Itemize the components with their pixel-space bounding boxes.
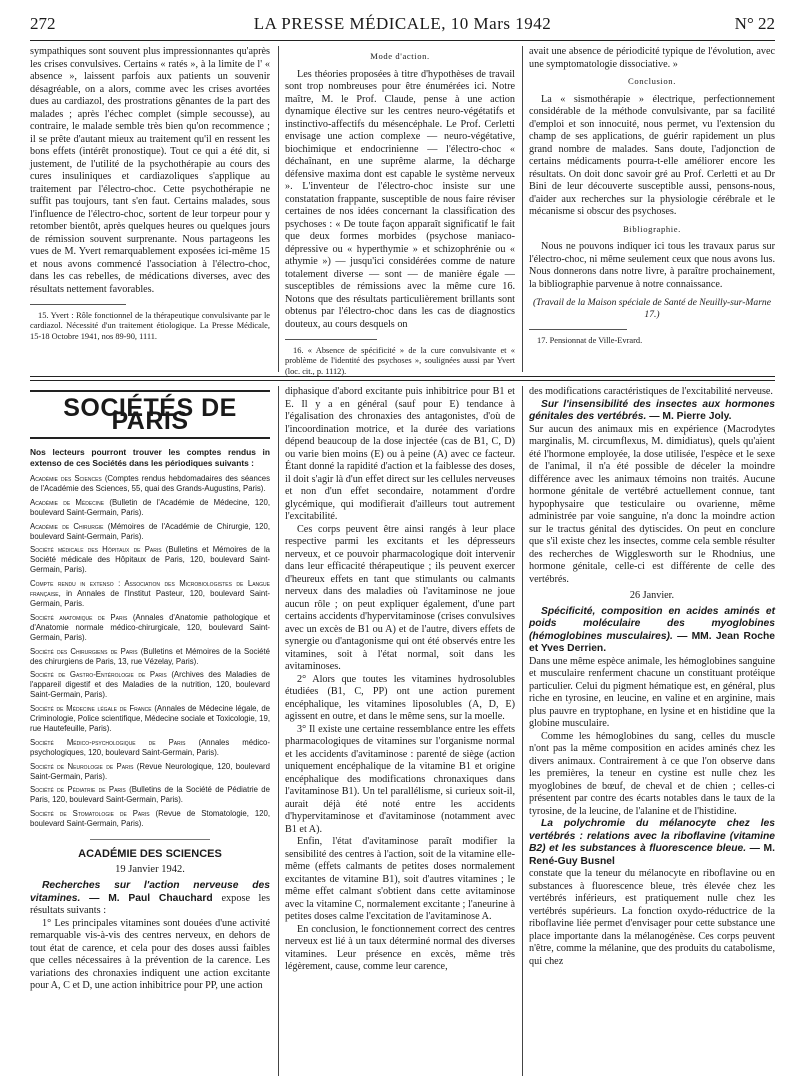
- societe-detail: (Revue de Stomatologie, 120, boulevard Saint-Germain, Paris).: [30, 809, 270, 829]
- section-rule: [30, 380, 775, 381]
- societe-entry: [30, 613, 270, 643]
- paragraph: Ces corps peuvent être ainsi rangés à leur place respective parmi les excitants et les dépresseurs nerveux, et ce pouvoir pharmacologique doit intervenir dans leur efficacité thérapeutique ; ils peuvent exercer d'heureux effets en tant que stimulants ou calmants nerveux dans des maladies où l'avitaminose ne joue aucun rôle ; on peut expliquer également, d'une part certains accidents d'hypervitaminose (crises convulsives avec un excès de B1 ou A) et de l'autre, divers effets de synergie ou d'antagonisme qui ont été observés entre les vitamines, soit à l'état normal, soit dans les avitaminoses.: [285, 523, 515, 672]
- paragraph: 1° Les principales vitamines sont douées d'une activité remarquable vis-à-vis des centres nerveux, en dehors de tout état de carence, et cela pour des doses aussi faibles que celles nécessaires à la prévention de la carence. Les variations des chronaxies indiquent une action excitante pour A, C et D, une action inhibitrice pour PP, une action: [30, 917, 270, 992]
- paragraph: Comme les hémoglobines du sang, celles du muscle n'ont pas la même composition en acides aminés chez les divers animaux. Contrairement à ce que l'on observe dans les premières, la teneur en cystine est nulle chez les myoglobines de bœuf, de cheval et de chien ; celles-ci présentent par contre des écarts notables dans le taux de la tyrosine, de la leucine, de l'alanine et de l'histidine.: [529, 730, 775, 817]
- section-rule: [30, 376, 775, 377]
- column-divider: [278, 386, 279, 1076]
- paragraph: En conclusion, le fonctionnement correct des centres nerveux est lié à un taux déterminé normal des diverses vitamines. Leur présence en excès, même très légèrement, cause, comme leur carence,: [285, 923, 515, 972]
- societe-name: Société de Pédiatrie de Paris: [30, 785, 126, 795]
- societe-entry: [30, 704, 270, 734]
- paragraph: Les théories proposées à titre d'hypothèses de travail sont trop nombreuses pour être énumérées ici. Notre maître, M. le Prof. Claude, pense à une action dynamique élective sur les centres neuro-végétatifs et instinctivo-affectifs du mésencéphale. Le Prof. Cerletti envisage une action complexe — neuro-végétative, biochimique et endocrinienne — l'électro-choc « déchaînant, en une suprême alarme, la décharge défensive maxima dont est capable le système nerveux ». L'inventeur de l'électro-choc insiste sur une constatation frappante, susceptible de nous faire réviser certaines de nos idées concernant la classification des psychoses : « De toute façon apparaît significatif le fait que deux formes morbides (psychose maniaco-dépressive ou « hyperthymie » et schizophrénie ou « athymie ») — jusqu'ici considérées comme de nature totalement diverse — sont — de manière égale — susceptibles de rémissions avec la même cure 16. Notons que des résultats particulièrement brillants sont obtenus par l'électro-choc dans les cas de diagnostics douteux, au cours desquels on: [285, 68, 515, 330]
- paragraph: Sur aucun des animaux mis en expérience (Macrodytes marginalis, M. circumflexus, M. dimidiatus), quels qu'aient été l'hormone employée, la dose utilisée, l'espèce et le sexe de l'animal, il n'a été possible de déceler la moindre différence avec les animaux témoins non traités. Aucune hormone génitale de vertébré actuellement connue, tant hypophysaire que testiculaire ou ovarienne, même administrée par voie sanguine, n'a donc la moindre action sur le tractus génital des dytiscides. On peut en conclure que s'il existe chez les insectes, comme cela semble résulter des recherches de Wigglesworth sur le Rhodnius, une hormone génitale, celle-ci est différente de celle des vertébrés.: [529, 423, 775, 585]
- section-heading-mode-action: Mode d'action.: [370, 51, 430, 61]
- societe-detail: (Bulletin de l'Académie de Médecine, 120, boulevard Saint-Germain, Paris).: [30, 497, 271, 517]
- column-divider: [522, 46, 523, 372]
- issue-number: N° 22: [734, 14, 775, 33]
- societe-name: Académie des Sciences: [30, 474, 102, 483]
- footnote-rule: [529, 329, 627, 330]
- paragraph: sympathiques sont souvent plus impressionnantes qu'après les crises convulsives. Certains « ratés », à la limite de l' « absence », laissent parfois aux patients un souvenir désagréable, on a alors, comme avec les crises avortées dues au cardiazol, des prostrations gênantes de la part des malades ; après l'échec complet (simple secousse), au contraire, le malade semble très bien qu'on recommence ; il se prête d'autant mieux au traitement qu'il en ressent les bons effets (intérêt pronostique). Tout ce qui a été dit, si justement, de l'utilité de la psychothérapie au cours des cures insuliniques et cardiazoliques s'applique au traitement par l'électro-choc. Cette psychothérapie ne suffit pas toujours, tant s'en faut. Certains malades, sous l'influence de l'électro-choc, sortent de leur torpeur pour y retomber bientôt, après quelques heures ou quelques jours de rémission souvent surprenante. Nous partageons les vues de M. Yvert remarquablement exposées ici-même 15 et nous avons commencé l'association à l'électro-choc, dans les cas rebelles, de médications diverses, avec des résultats nettement favorables.: [30, 46, 270, 295]
- societe-entry: [30, 762, 270, 782]
- societe-name: Société médicale des Hôpitaux de Paris: [30, 545, 162, 555]
- societe-entry: [30, 785, 270, 805]
- societes-title: SOCIÉTÉS DE PARIS: [63, 394, 237, 435]
- footnote-rule: [285, 339, 377, 340]
- societe-name: Société de Neurologie de Paris: [30, 761, 134, 771]
- article-title: Recherches sur l'action nerveuse des vitamines. — M. Paul Chauchard expose les résultats suivants :: [30, 880, 270, 917]
- footnote-16: 16. « Absence de spécificité » de la cure convulsivante et « problème de l'identité des psychoses », soulignées aussi par Yvert (loc. cit., p. 1112).: [285, 346, 515, 376]
- societe-entry: [30, 579, 270, 609]
- societes-intro: Nos lecteurs pourront trouver les comptes rendus in extenso de ces Sociétés dans les périodiques suivants :: [30, 447, 270, 468]
- societe-name: Académie de Médecine: [30, 497, 105, 507]
- article-title: La polychromie du mélanocyte chez les vertébrés : relations avec la riboflavine (vitamine B2) et les substances à fluorescence bleue. — M. René-Guy Busnel: [529, 818, 775, 867]
- societe-detail: (Revue Neurologique, 120, boulevard Saint-Germain, Paris).: [30, 761, 270, 781]
- article-title: Spécificité, composition en acides aminés et poids moléculaire des myoglobines (hémoglobines musculaires). — MM. Jean Roche et Yves Derrien.: [529, 605, 775, 654]
- paragraph: Dans une même espèce animale, les hémoglobines sanguine et musculaire renferment chacune un constituant protéique particulier. Celui du pigment hématique est, en général, plus riche en tyrosine, en leucine, en valine et en arginine, mais plus pauvre en tryptophane, en lysine et en histidine que la globine musculaire.: [529, 655, 775, 729]
- paragraph: diphasique d'abord excitante puis inhibitrice pour B1 et E. Il y a en général (sauf pour E) tendance à l'égalisation des chronaxies des antagonistes, d'où de l'incoordination motrice, et la durée des variations dépend beaucoup de la dose injectée (cas de B1, C, D) ou varie bien moins (E) ou à peine (A) avec ce facteur. Étant donné la rapidité d'action et la faiblesse des doses, il doit s'agir là d'un effet direct sur les cellules nerveuses et non d'un effet secondaire, notamment d'ordre glycémique, qui modifierait d'ailleurs tout autrement l'excitabilité.: [285, 386, 515, 522]
- societe-entry: [30, 670, 270, 700]
- column-divider: [278, 46, 279, 372]
- article-author: — M. Pierre Joly.: [649, 411, 732, 422]
- article-author: — M. Paul Chauchard: [89, 892, 213, 904]
- societe-entry: [30, 738, 270, 758]
- journal-title: LA PRESSE MÉDICALE, 10 Mars 1942: [253, 14, 552, 33]
- societe-entry: [30, 647, 270, 667]
- societe-detail: (Bulletins et Mémoires de la Société médicale des Hôpitaux de Paris, 120, boulevard Saint-Germain, Paris).: [30, 545, 271, 575]
- societe-name: Société de Stomatologie de Paris: [30, 809, 150, 819]
- societe-detail: (Mémoires de l'Académie de Chirurgie, 120, boulevard Saint-Germain, Paris).: [30, 521, 270, 541]
- societe-name: Société anatomique de Paris: [30, 612, 128, 622]
- academie-title: ACADÉMIE DES SCIENCES: [78, 848, 222, 861]
- section-heading-conclusion: Conclusion.: [628, 76, 676, 86]
- bottom-column-3: [529, 386, 775, 1076]
- societe-name: Société de Médecine légale de France: [30, 704, 152, 714]
- column-divider: [522, 386, 523, 1076]
- societe-entry: [30, 809, 270, 829]
- societe-detail: (Annales médico-psychologiques, 120, boulevard Saint-Germain, Paris).: [30, 737, 270, 757]
- societe-detail: (Annales d'Anatomie pathologique et d'Anatomie normale médico-chirurgicale, 120, boulevard Saint-Germain, Paris).: [30, 612, 271, 642]
- section-heading-bibliographie: Bibliographie.: [623, 223, 681, 234]
- top-column-2: [285, 46, 515, 376]
- societe-name: Société des Chirurgiens de Paris: [30, 646, 138, 656]
- societes-list: [30, 474, 270, 829]
- article-title: Sur l'insensibilité des insectes aux hormones génitales des vertébrés. — M. Pierre Joly.: [529, 398, 775, 422]
- societe-detail: (Comptes rendus hebdomadaires des séances de l'Académie des Sciences, 55, quai des Grands-Augustins, Paris).: [30, 474, 270, 493]
- societe-name: Société Médico-psychologique de Paris: [30, 737, 186, 747]
- paragraph: constate que la teneur du mélanocyte en riboflavine ou en substances à fluorescence bleue, très élevée chez les vertébrés inférieurs, est pratiquement nulle chez les vertébrés supérieurs. La fonction oxydo-réductrice de la riboflavine liée permet d'envisager pour cette substance une place importante dans la mélanogénèse. Ces corps peuvent n'être, comme la mélanine, que des produits du catabolisme, qui chez: [529, 868, 775, 967]
- paragraph: avait une absence de périodicité typique de l'évolution, avec une symptomatologie dissociative. »: [529, 46, 775, 70]
- footnote-15: 15. Yvert : Rôle fonctionnel de la thérapeutique convulsivante par le cardiazol. Nécessité d'un traitement étiologique. La Presse Médicale, 15-18 Octobre 1941, nos 89-90, 1111.: [30, 311, 270, 341]
- footnote-rule: [30, 304, 126, 305]
- societe-detail: (Bulletins de la Société de Pédiatrie de Paris, 120, boulevard Saint-Germain, Paris).: [30, 785, 270, 805]
- paragraph: des modifications caractéristiques de l'excitabilité nerveuse.: [529, 386, 773, 397]
- societe-name: Académie de Chirurgie: [30, 521, 104, 531]
- session-date: 26 Janvier.: [629, 590, 675, 601]
- article-author: — MM. Jean Roche et Yves Derrien.: [529, 630, 775, 654]
- bibliographie-paragraph: Nous ne pouvons indiquer ici tous les travaux parus sur l'électro-choc, ni même seulement ceux que nous avons lus. Nous donnerons dans notre livre, à paraître prochainement, la bibliographie parvenue à notre connaissance.: [529, 241, 775, 290]
- footnote-17: 17. Pensionnat de Ville-Evrard.: [537, 336, 643, 345]
- top-column-3: [529, 46, 775, 371]
- societe-detail: (Annales de Médecine légale, de Criminologie, Police scientifique, Médecine sociale et Toxicologie, 19, rue Hautefeuille, Paris).: [30, 704, 270, 733]
- paragraph: 3° Il existe une certaine ressemblance entre les effets pharmacologiques de vitamines sur l'organisme normal et les accidents d'avitaminose : parenté de siège (action uniquement encéphalique de la vitamine B1 et origine encéphalique des modifications chronaxiques dans l'avitaminose B1). Un tel parallélisme, si curieux soit-il, aurait déjà été noté entre les accidents d'hypervitaminose et d'avitaminose (notamment avec B1 et A).: [285, 723, 515, 835]
- bottom-column-1: [30, 386, 270, 1076]
- societe-name: Compte rendu in extenso : Association des Microbiologistes de Langue française,: [30, 579, 270, 599]
- societe-entry: [30, 474, 270, 494]
- societes-top-rule: [30, 390, 270, 392]
- societe-entry: [30, 498, 270, 518]
- paragraph: 2° Alors que toutes les vitamines hydrosolubles étudiées (B1, C, PP) ont une action purement encéphalique, les vitamines liposolubles (A, D, E) agissent en outre, et dans le même sens, sur la moelle.: [285, 673, 515, 722]
- conclusion-paragraph: La « sismothérapie » électrique, perfectionnement considérable de la méthode convulsivante, par sa facilité d'emploi et son innocuité, nous permet, vu l'extension du champ de ses applications, de guérir rapidement un plus grand nombre de malades. Sans doute, l'adjonction de certains médicaments pourra-t-elle améliorer encore les résultats. On doit donc savoir gré au Prof. Cerletti et au Dr Bini de leur découverte susceptible aussi, pensons-nous, d'aider aux recherches sur la physiologie cérébrale et le mécanisme si obscur des psychoses.: [529, 93, 775, 217]
- top-column-1: [30, 46, 270, 371]
- session-date: 19 Janvier 1942.: [115, 863, 185, 875]
- societe-entry: [30, 522, 270, 542]
- separator: [90, 839, 210, 840]
- societe-name: Société de Gastro-Entérologie de Paris: [30, 670, 167, 680]
- societe-detail: in Annales de l'Institut Pasteur, 120, boulevard Saint-Germain, Paris.: [30, 589, 271, 608]
- societe-detail: (Bulletins et Mémoires de la Société des chirurgiens de Paris, 13, rue Vézelay, Paris).: [30, 646, 270, 666]
- bottom-column-2: [285, 386, 515, 1076]
- page-number: 272: [30, 14, 56, 33]
- page-header: [30, 14, 775, 36]
- header-rule: [30, 40, 775, 41]
- paragraph: Enfin, l'état d'avitaminose paraît modifier la sensibilité des centres à l'action, soit de la vitamine elle-même (effets calmants de petites doses normalement excitantes de vitamine B1), soit d'autres vitamines ; le même effet calmant s'obtient dans cette avitaminose avec la vitamine C, normalement excitante ; l'aneurine à petites doses calme l'excitation de l'avitaminose A.: [285, 836, 515, 922]
- work-signature: (Travail de la Maison spéciale de Santé de Neuilly-sur-Marne 17.): [532, 297, 771, 320]
- societe-entry: [30, 545, 270, 575]
- article-author: — M. René-Guy Busnel: [529, 843, 775, 867]
- societe-detail: (Archives des Maladies de l'appareil digestif et des Maladies de la nutrition, 120, boulevard Saint-Germain, Paris).: [30, 670, 270, 700]
- societes-bottom-rule: [30, 437, 270, 439]
